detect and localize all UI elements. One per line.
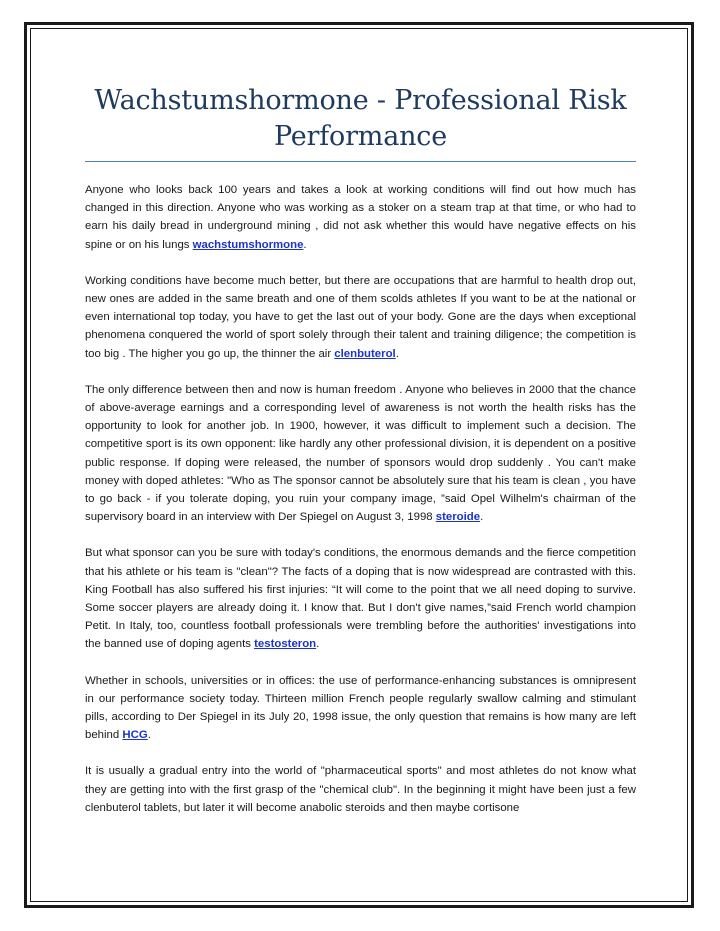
paragraph-end: . [303,238,307,251]
paragraph-4 [85,544,636,653]
document-content [85,83,636,835]
paragraph-text: It is usually a gradual entry into the world of "pharmaceutical sports" and most athletes do not know what they are getting into with the first grasp of the "chemical club". In the beginning it might have been just a few clenbuterol tablets, but later it will become anabolic steroids and then maybe cortisone [85,765,636,814]
keyword-link-testosteron[interactable]: testosteron [254,638,317,651]
paragraph-text: Anyone who looks back 100 years and takes a look at working conditions will find out how much has changed in this direction. Anyone who was working as a stoker on a steam trap at that time, or who had to earn his daily bread in underground mining , did not ask whether this would have negative effects on his spine or on his lungs [85,184,636,251]
paragraph-3 [85,381,636,527]
paragraph-text: But what sponsor can you be sure with today's conditions, the enormous demands and the fierce competition that his athlete or his team is "clean"? The facts of a doping that is now widespread are contrasted with this. King Football has also suffered his first injuries: “It will come to the point that we all need doping to survive. Some soccer players are already doing it. I know that. But I don't give names,”said French world champion Petit. In Italy, too, countless football professionals were trembling before the authorities' investigations into the banned use of doping agents [85,547,636,651]
keyword-link-clenbuterol[interactable]: clenbuterol [334,347,396,360]
keyword-link-wachstumshormone[interactable]: wachstumshormone [192,238,304,251]
paragraph-end: . [147,729,151,742]
page-title: Wachstumshormone - Professional Risk Performance [85,83,636,162]
paragraph-6 [85,762,636,817]
keyword-link-hcg[interactable]: HCG [122,729,148,742]
paragraph-text: Whether in schools, universities or in offices: the use of performance-enhancing substances is omnipresent in our performance society today. Thirteen million French people regularly swallow calming and stimulant pills, according to Der Spiegel in its July 20, 1998 issue, the only question that remains is how many are left behind [85,674,636,742]
keyword-link-steroide[interactable]: steroide [435,511,481,524]
document-body [85,181,636,817]
paragraph-5 [85,672,636,745]
paragraph-end: . [316,638,320,651]
paragraph-text: The only difference between then and now is human freedom . Anyone who believes in 2000 that the chance of above-average earnings and a corresponding level of awareness is not worth the health risks has the opportunity to look for another job. In 1900, however, it was difficult to implement such a decision. The competitive sport is its own opponent: like hardly any other professional division, it is dependent on a positive public response. If doping were released, the number of sponsors would drop suddenly . You can't make money with doped athletes: "Who as The sponsor cannot be absolutely sure that his team is clean , you have to go back - if you tolerate doping, you ruin your company image, ”said Opel Wilhelm's chairman of the supervisory board in an interview with Der Spiegel on August 3, 1998 [85,383,636,524]
paragraph-text: Working conditions have become much better, but there are occupations that are harmful to health drop out, new ones are added in the same breath and one of them scolds athletes If you want to be at the national or even international top today, you have to get the last out of your body. Gone are the days when exceptional phenomena conquered the world of sport solely through their talent and training diligence; the competition is too big . The higher you go up, the thinner the air [85,274,636,360]
paragraph-2 [85,272,636,363]
paragraph-end: . [395,347,399,360]
paragraph-1 [85,181,636,254]
paragraph-end: . [480,511,484,524]
